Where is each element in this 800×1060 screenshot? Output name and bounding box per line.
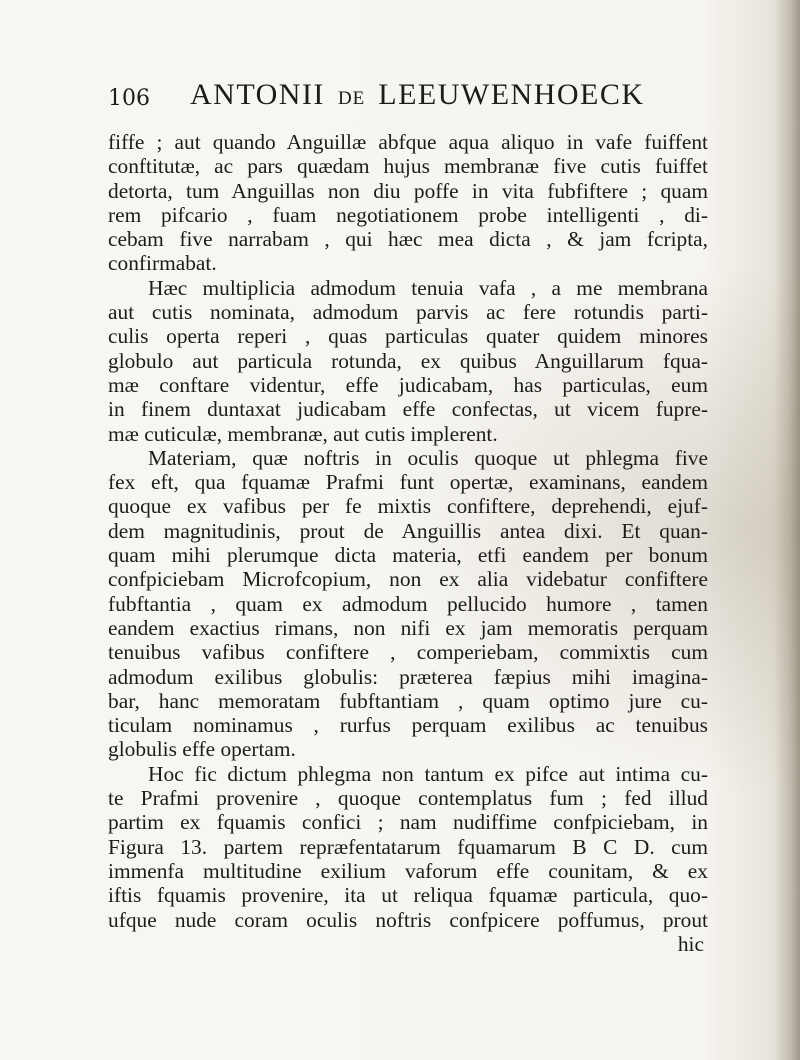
text-line: fubftantia , quam ex admodum pellucido humore , tamen — [108, 591, 708, 616]
text-line: iftis fquamis provenire, ita ut reliqua fquamæ particula, quo- — [108, 883, 708, 908]
text-line: admodum exilibus globulis: præterea fæpius mihi imagina- — [108, 664, 708, 689]
text-line: globulis effe opertam. — [108, 737, 296, 762]
page-gutter-shadow — [774, 0, 800, 1060]
text-line: aut cutis nominata, admodum parvis ac fere rotundis parti- — [108, 300, 708, 325]
text-line: quoque ex vafibus per fe mixtis confiftere, deprehendi, ejuf- — [108, 494, 708, 519]
page-header — [108, 78, 698, 118]
text-line: culis operta reperi , quas particulas quater quidem minores — [108, 324, 708, 349]
running-head-surname: LEEUWENHOECK — [378, 78, 645, 111]
text-line: quam mihi plerumque dicta materia, etfi eandem per bonum — [108, 543, 708, 568]
text-line: mæ conftare videntur, effe judicabam, has particulas, eum — [108, 372, 708, 397]
text-line: detorta, tum Anguillas non diu poffe in vita fubfiftere ; quam — [108, 178, 708, 203]
paragraph-start-line: Hæc multiplicia admodum tenuia vafa , a me membrana — [148, 275, 708, 300]
text-line: cebam five narrabam , qui hæc mea dicta , & jam fcripta, — [108, 227, 708, 252]
paragraph-start-line: Materiam, quæ noftris in oculis quoque ut phlegma five — [148, 445, 708, 470]
text-line: ufque nude coram oculis noftris confpicere poffumus, prout — [108, 907, 708, 932]
text-line: bar, hanc memoratam fubftantiam , quam optimo jure cu- — [108, 688, 708, 713]
running-head-particle: DE — [337, 88, 366, 109]
text-line: fex eft, qua fquamæ Prafmi funt opertæ, examinans, eandem — [108, 470, 708, 495]
text-line: fiffe ; aut quando Anguillæ abfque aqua aliquo in vafe fuiffent — [108, 130, 708, 154]
text-line: confpiciebam Microfcopium, non ex alia videbatur confiftere — [108, 567, 708, 592]
text-line: dem magnitudinis, prout de Anguillis antea dixi. Et quan- — [108, 518, 708, 543]
text-line: rem pifcario , fuam negotiationem probe intelligenti , di- — [108, 202, 708, 227]
text-line: tenuibus vafibus confiftere , comperiebam, commixtis cum — [108, 640, 708, 665]
page-number: 106 — [108, 86, 150, 111]
text-line: partim ex fquamis confici ; nam nudiffime confpiciebam, in — [108, 810, 708, 835]
text-line: eandem exactius rimans, non nifi ex jam memoratis perquam — [108, 615, 708, 640]
body-text — [108, 130, 708, 956]
paragraph-start-line: Hoc fic dictum phlegma non tantum ex pifce aut intima cu- — [148, 761, 708, 786]
text-line: immenfa multitudine exilium vaforum effe counitam, & ex — [108, 858, 708, 883]
text-line: te Prafmi provenire , quoque contemplatus fum ; fed illud — [108, 786, 708, 811]
text-line: conftitutæ, ac pars quædam hujus membranæ five cutis fuiffet — [108, 154, 708, 179]
catchword: hic — [677, 931, 704, 956]
running-head — [190, 78, 645, 112]
text-line: Figura 13. partem repræfentatarum fquamarum B C D. cum — [108, 834, 708, 859]
text-line: globulo aut particula rotunda, ex quibus Anguillarum fqua- — [108, 348, 708, 373]
running-head-first-name: ANTONII — [190, 78, 325, 111]
text-line: ticulam nominamus , rurfus perquam exilibus ac tenuibus — [108, 713, 708, 738]
text-line: in finem duntaxat judicabam effe confectas, ut vicem fupre- — [108, 397, 708, 422]
text-line: confirmabat. — [108, 251, 217, 276]
text-line: mæ cuticulæ, membranæ, aut cutis implerent. — [108, 421, 498, 446]
